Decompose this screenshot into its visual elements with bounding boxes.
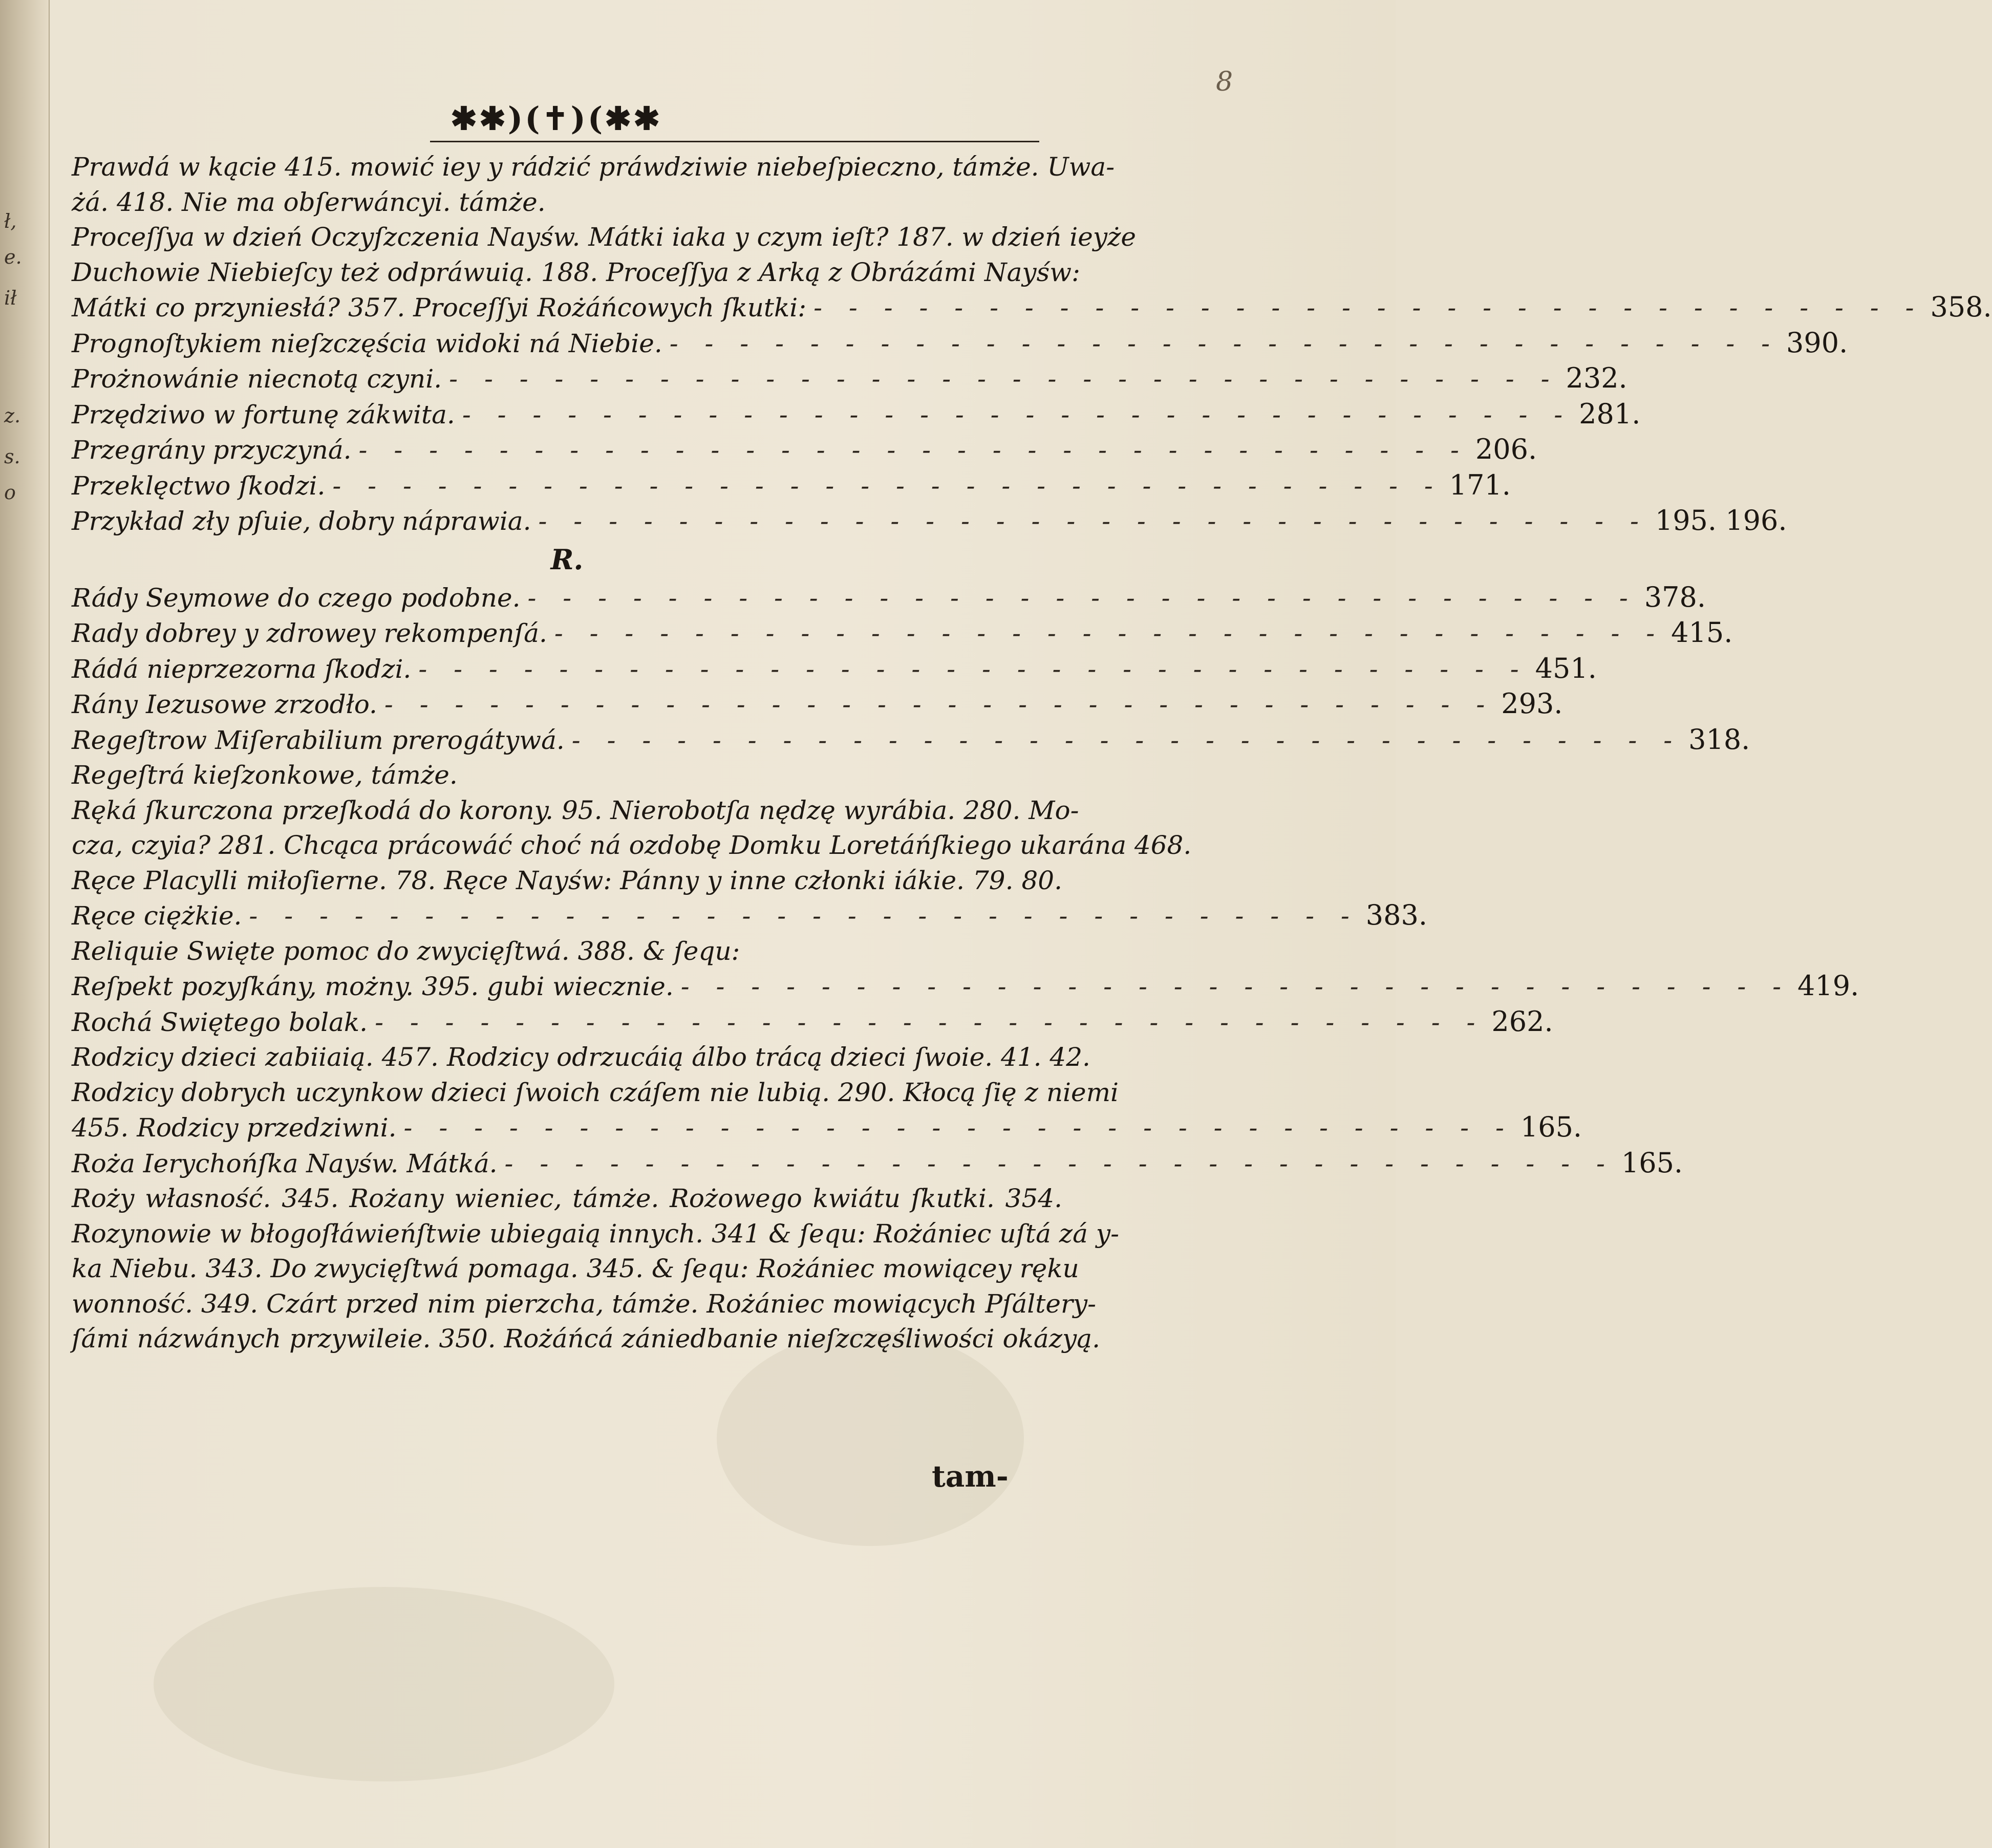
entry-text: Rány Iezusowe zrzodło. xyxy=(72,690,377,719)
index-entries xyxy=(72,149,1992,1357)
edge-mark: ł, xyxy=(4,210,17,232)
index-entry xyxy=(72,1146,1683,1181)
page-reference: 232. xyxy=(1566,362,1627,394)
page-reference: 318. xyxy=(1688,723,1750,756)
index-entry: Duchowie Niebieſcy też odpráwuią. 188. Proceſſya z Arką z Obrázámi Nayśw: xyxy=(72,257,1080,287)
page-reference: 419. xyxy=(1797,970,1859,1002)
index-entry xyxy=(72,580,1706,616)
index-entry xyxy=(72,290,1992,326)
entry-text: Rady dobrey y zdrowey rekompenſá. xyxy=(72,618,547,648)
index-entry: żá. 418. Nie ma obſerwáncyi. támże. xyxy=(72,187,546,217)
entry-text: Rádá nieprzezorna ſkodzi. xyxy=(72,654,412,684)
dot-leader: - - - - - - - - - - - - - - - - - - - - - - - - - - - - - - - - xyxy=(571,725,1682,755)
edge-mark: ił xyxy=(4,287,17,309)
dot-leader: - - - - - - - - - - - - - - - - - - - - - - - - - - - - - - - - xyxy=(527,583,1637,613)
dot-leader: - - - - - - - - - - - - - - - - - - - - - - - - - - - - - - - - xyxy=(375,1007,1485,1037)
dot-leader: - - - - - - - - - - - - - - - - - - - - - - - - - - - - - - - - xyxy=(403,1113,1513,1143)
index-entry xyxy=(72,686,1563,722)
index-entry: Proceſſya w dzień Oczyſzczenia Nayśw. Mátki iaka y czym ieſt? 187. w dzień ieyże xyxy=(72,222,1137,252)
dot-leader: - - - - - - - - - - - - - - - - - - - - - - - - - - - - - - - - xyxy=(669,328,1780,358)
index-entry xyxy=(72,1004,1553,1040)
dot-leader: - - - - - - - - - - - - - - - - - - - - - - - - - - - - - - - - xyxy=(449,364,1559,394)
dot-leader: - - - - - - - - - - - - - - - - - - - - - - - - - - - - - - - - xyxy=(554,618,1664,648)
index-entry xyxy=(72,898,1427,934)
index-entry: Ręce Placylli miłoſierne. 78. Ręce Nayśw: Pánny y inne członki iákie. 79. 80. xyxy=(72,865,1062,895)
folio-mark: 8 xyxy=(1216,67,1233,97)
index-entry: Rodzicy dobrych uczynkow dzieci ſwoich czáſem nie lubią. 290. Kłocą ſię z niemi xyxy=(72,1077,1119,1107)
entry-text: Prognoſtykiem nieſzczęścia widoki ná Niebie. xyxy=(72,328,662,358)
catchword: tam- xyxy=(932,1459,1009,1494)
section-letter: R. xyxy=(550,543,584,576)
index-entry xyxy=(72,969,1859,1004)
entry-text: Roża Ierychońſka Nayśw. Mátká. xyxy=(72,1148,498,1178)
dot-leader: - - - - - - - - - - - - - - - - - - - - - - - - - - - - - - - - xyxy=(384,690,1494,719)
index-entry: Roży własność. 345. Rożany wieniec, támże. Rożowego kwiátu ſkutki. 354. xyxy=(72,1184,1062,1213)
page-reference: 171. xyxy=(1449,468,1511,501)
page-reference: 281. xyxy=(1579,397,1641,430)
index-entry: Prawdá w kącie 415. mowić iey y rádzić práwdziwie niebeſpieczno, támże. Uwa- xyxy=(72,152,1115,182)
page-reference: 358. xyxy=(1930,291,1992,323)
dot-leader: - - - - - - - - - - - - - - - - - - - - - - - - - - - - - - - - xyxy=(358,435,1468,465)
entry-text: Rochá Swiętego bolak. xyxy=(72,1007,368,1037)
dot-leader: - - - - - - - - - - - - - - - - - - - - - - - - - - - - - - - - xyxy=(504,1148,1614,1178)
dot-leader: - - - - - - - - - - - - - - - - - - - - - - - - - - - - - - - - xyxy=(538,506,1648,536)
paper-stain xyxy=(717,1331,1024,1546)
index-entry xyxy=(72,468,1511,504)
index-entry xyxy=(72,432,1537,468)
index-entry: Ręká ſkurczona przeſkodá do korony. 95. Nierobotſa nędzę wyrábia. 280. Mo- xyxy=(72,795,1079,825)
paper-stain xyxy=(154,1587,614,1781)
index-group-r xyxy=(72,580,1859,1357)
edge-mark: z. xyxy=(4,404,21,427)
dot-leader: - - - - - - - - - - - - - - - - - - - - - - - - - - - - - - - - xyxy=(249,901,1359,931)
entry-text: Prożnowánie niecnotą czyni. xyxy=(72,364,442,394)
page-gutter xyxy=(0,0,50,1848)
page-reference: 195. 196. xyxy=(1655,504,1787,536)
entry-text: Przędziwo w fortunę zákwita. xyxy=(72,399,455,429)
index-entry xyxy=(72,651,1597,687)
dot-leader: - - - - - - - - - - - - - - - - - - - - - - - - - - - - - - - - xyxy=(680,972,1791,1001)
index-group-p xyxy=(72,149,1992,539)
index-entry xyxy=(72,326,1848,361)
index-entry: Regeſtrá kieſzonkowe, támże. xyxy=(72,760,458,790)
edge-mark: s. xyxy=(4,445,20,468)
index-entry xyxy=(72,503,1787,539)
dot-leader: - - - - - - - - - - - - - - - - - - - - - - - - - - - - - - - - xyxy=(462,399,1572,429)
dot-leader: - - - - - - - - - - - - - - - - - - - - - - - - - - - - - - - - xyxy=(418,654,1528,684)
index-entry xyxy=(72,615,1733,651)
page-reference: 165. xyxy=(1621,1146,1683,1179)
index-entry: ka Niebu. 343. Do zwycięſtwá pomaga. 345. & ſequ: Rożániec mowiącey ręku xyxy=(72,1254,1079,1283)
index-entry xyxy=(72,397,1641,433)
index-entry: Rodzicy dzieci zabiiaią. 457. Rodzicy odrzucáią álbo trácą dzieci ſwoie. 41. 42. xyxy=(72,1042,1090,1072)
entry-text: Ręce ciężkie. xyxy=(72,901,242,931)
page-reference: 293. xyxy=(1501,687,1563,720)
entry-text: Przykład zły pſuie, dobry náprawia. xyxy=(72,506,531,536)
page-reference: 415. xyxy=(1671,616,1733,649)
page-reference: 165. xyxy=(1520,1111,1582,1143)
index-entry: ſámi názwánych przywileie. 350. Rożáńcá zániedbanie nieſzczęśliwości okázyą. xyxy=(72,1324,1100,1353)
entry-text: Przegrány przyczyná. xyxy=(72,435,352,465)
page-header-ornament: ✱✱)(✝)(✱✱ xyxy=(451,100,662,137)
index-entry xyxy=(72,1110,1582,1146)
entry-text: Mátki co przyniesłá? 357. Proceſſyi Rożáńcowych ſkutki: xyxy=(72,293,807,323)
page-reference: 262. xyxy=(1491,1005,1553,1038)
page-reference: 206. xyxy=(1475,433,1537,465)
entry-text: Rády Seymowe do czego podobne. xyxy=(72,583,521,613)
dot-leader: - - - - - - - - - - - - - - - - - - - - - - - - - - - - - - - - xyxy=(813,293,1923,323)
dot-leader: - - - - - - - - - - - - - - - - - - - - - - - - - - - - - - - - xyxy=(332,470,1442,501)
index-entry xyxy=(72,361,1627,397)
header-rule xyxy=(430,141,1039,142)
index-entry: wonność. 349. Czárt przed nim pierzcha, támże. Rożániec mowiących Pſáltery- xyxy=(72,1288,1097,1319)
index-entry: Rozynowie w błogoſłáwieńſtwie ubiegaią innych. 341 & ſequ: Rożániec uſtá zá y- xyxy=(72,1218,1119,1249)
index-entry xyxy=(72,722,1750,758)
page-reference: 451. xyxy=(1535,652,1597,684)
entry-text: Regeſtrow Miſerabilium prerogátywá. xyxy=(72,725,565,755)
page-reference: 378. xyxy=(1644,581,1706,613)
page-reference: 383. xyxy=(1365,899,1427,931)
edge-mark: e. xyxy=(4,246,22,268)
entry-text: Reſpekt pozyſkány, możny. 395. gubi wiecznie. xyxy=(72,972,674,1001)
page-reference: 390. xyxy=(1786,326,1848,359)
edge-mark: o xyxy=(4,481,16,504)
entry-text: 455. Rodzicy przedziwni. xyxy=(72,1113,397,1143)
index-entry: Reliquie Swięte pomoc do zwycięſtwá. 388. & ſequ: xyxy=(72,936,740,966)
entry-text: Przeklęctwo ſkodzi. xyxy=(72,470,326,501)
index-entry: cza, czyia? 281. Chcąca prácowáć choć ná ozdobę Domku Loretáńſkiego ukarána 468. xyxy=(72,830,1192,860)
